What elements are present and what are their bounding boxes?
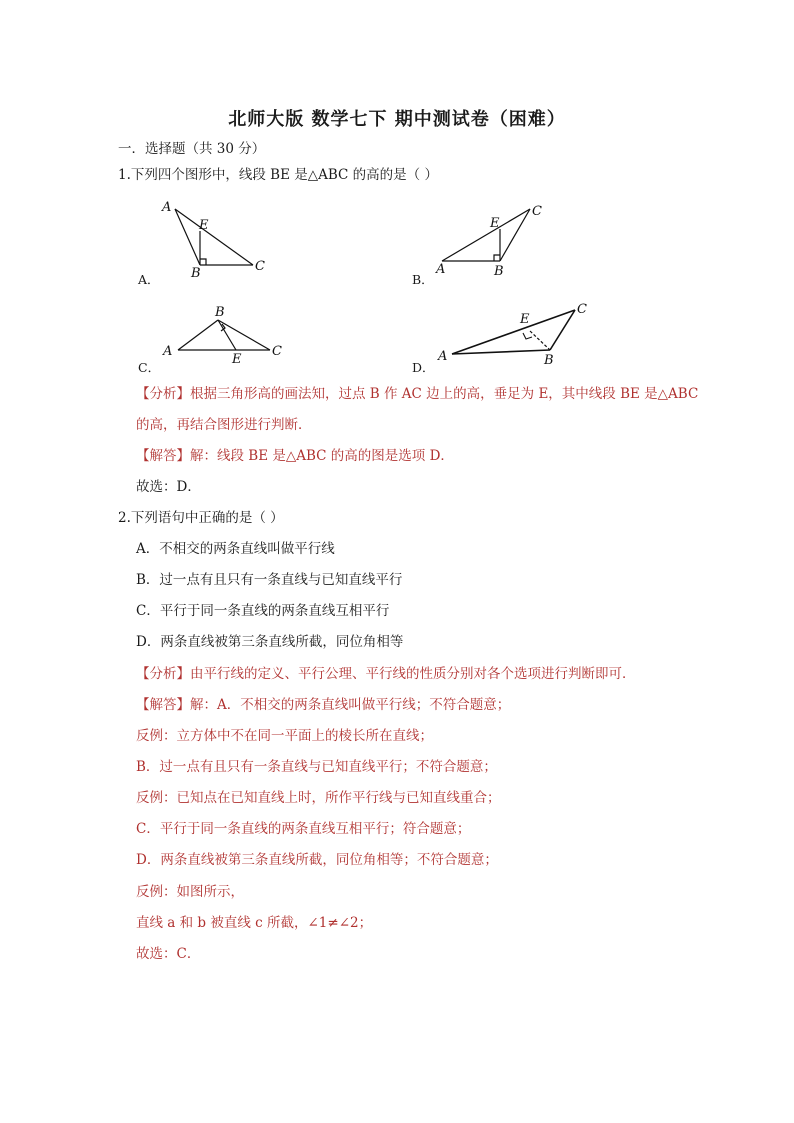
fig-b-label-e: E: [490, 216, 500, 231]
q2-solution-line-6: D．两条直线被第三条直线所截，同位角相等；不符合题意；: [136, 852, 498, 868]
q2-solution-line-5: C．平行于同一条直线的两条直线互相平行；符合题意；: [136, 821, 471, 837]
solution-tag: 【解答】: [136, 448, 190, 464]
q2-solution-line-1: [136, 696, 510, 714]
q1-analysis-line-1: [136, 385, 698, 403]
q1-figure-c: [160, 300, 290, 374]
fig-c-label-c: C: [272, 344, 282, 359]
fig-c-label-e: E: [232, 352, 242, 367]
question-2-stem: 2.下列语句中正确的是（ ）: [118, 510, 284, 526]
fig-b-label-a: A: [436, 262, 446, 277]
q2-solution-line-3: B．过一点有且只有一条直线与已知直线平行；不符合题意；: [136, 759, 497, 775]
q1-figure-d: [430, 298, 600, 377]
q2-solution-line-7: 反例：如图所示，: [136, 884, 244, 900]
fig-d-label-b: B: [544, 353, 554, 368]
fig-c-label-a: A: [163, 344, 173, 359]
solution-text: 解：线段 BE 是△ABC 的高的图是选项 D．: [190, 448, 454, 464]
fig-a-label-b: B: [191, 266, 201, 281]
q2-option-a: A．不相交的两条直线叫做平行线: [136, 541, 335, 557]
q1-option-d-label: D．: [412, 360, 435, 375]
q2-analysis: [136, 665, 636, 683]
fig-a-label-e: E: [199, 218, 209, 233]
q1-figure-a: [155, 195, 275, 289]
analysis-text: 根据三角形高的画法知，过点 B 作 AC 边上的高，垂足为 E，其中线段 BE 是△ABC: [190, 386, 699, 402]
q2-solution-line-4: 反例：已知点在已知直线上时，所作平行线与已知直线重合；: [136, 790, 501, 806]
q1-option-c-label: C．: [138, 360, 161, 375]
section-header: 一．选择题（共 30 分）: [118, 141, 266, 157]
page-title: 北师大版 数学七下 期中测试卷（困难）: [228, 109, 566, 130]
q2-option-b: B．过一点有且只有一条直线与已知直线平行: [136, 572, 403, 588]
q2-solution-line-8: 直线 a 和 b 被直线 c 所截，∠1≠∠2；: [136, 915, 373, 931]
fig-b-label-c: C: [532, 204, 542, 219]
solution-text: 解：A．不相交的两条直线叫做平行线；不符合题意；: [190, 697, 511, 713]
fig-a-label-a: A: [162, 200, 172, 215]
fig-a-label-c: C: [255, 259, 265, 274]
q1-figure-b: [430, 195, 560, 289]
question-1-stem: 1.下列四个图形中，线段 BE 是△ABC 的高的是（ ）: [118, 167, 438, 183]
q2-solution-line-2: 反例：立方体中不在同一平面上的棱长所在直线；: [136, 728, 433, 744]
q1-option-a-label: A．: [138, 272, 160, 287]
solution-tag: 【解答】: [136, 697, 190, 713]
q1-option-b-label: B．: [412, 272, 434, 287]
q1-answer: 故选：D．: [136, 479, 201, 495]
q2-option-d: D．两条直线被第三条直线所截，同位角相等: [136, 634, 404, 650]
fig-b-label-b: B: [494, 264, 504, 279]
fig-d-label-c: C: [577, 302, 587, 317]
fig-c-label-b: B: [215, 305, 225, 320]
q1-solution: [136, 447, 454, 465]
q1-analysis-line-2: 的高，再结合图形进行判断．: [136, 417, 312, 433]
fig-d-label-a: A: [438, 349, 448, 364]
analysis-tag: 【分析】: [136, 386, 190, 402]
fig-d-label-e: E: [520, 312, 530, 327]
analysis-text: 由平行线的定义、平行公理、平行线的性质分别对各个选项进行判断即可．: [190, 666, 636, 682]
q2-answer: 故选：C．: [136, 946, 201, 962]
q2-option-c: C．平行于同一条直线的两条直线互相平行: [136, 603, 390, 619]
analysis-tag: 【分析】: [136, 666, 190, 682]
